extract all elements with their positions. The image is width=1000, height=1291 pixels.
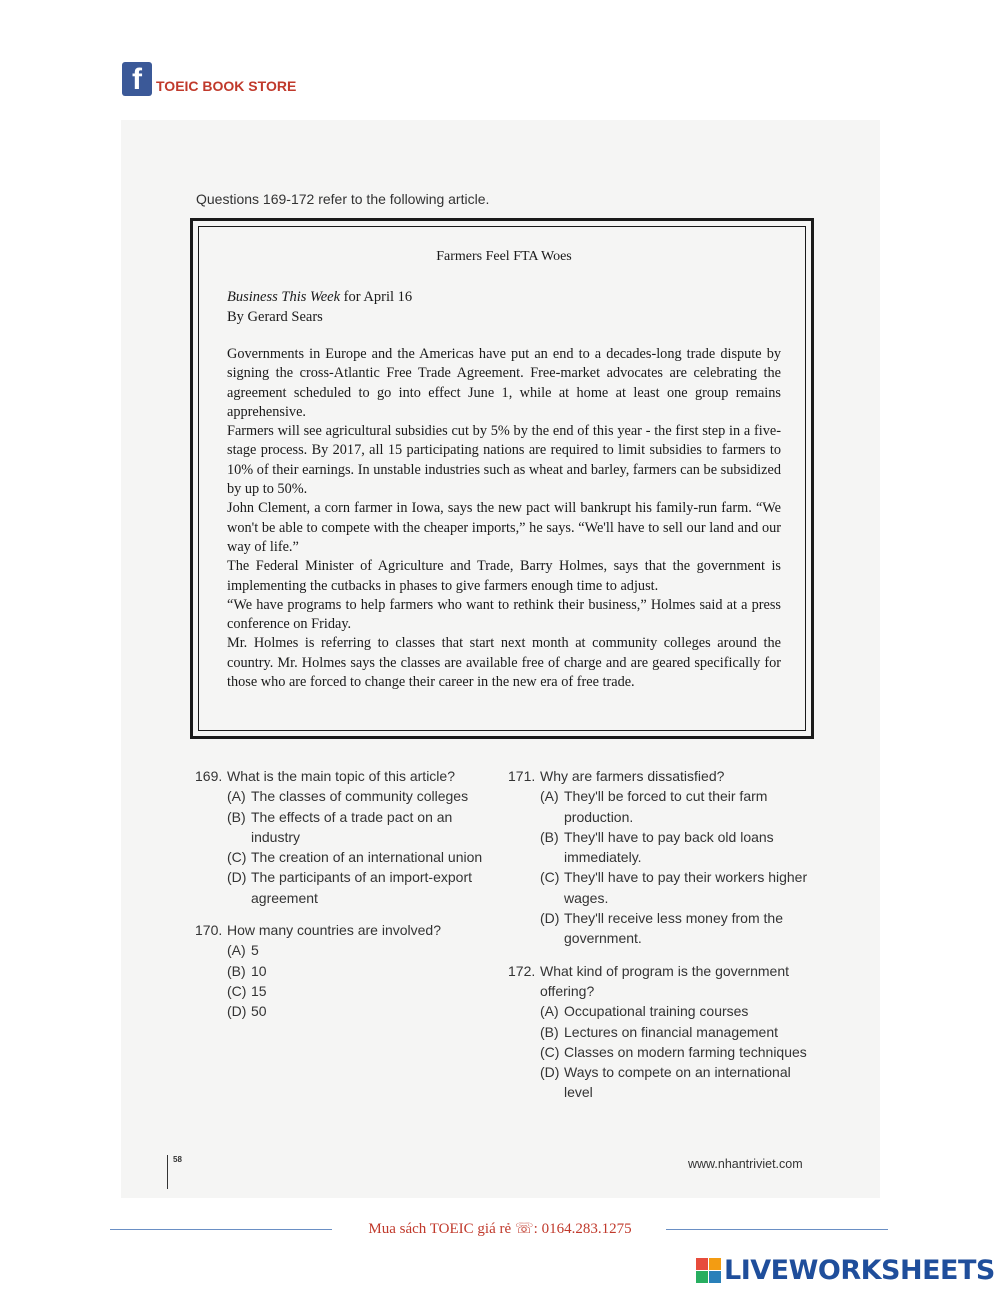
footer-promo: Mua sách TOEIC giá rẻ ☏: 0164.283.1275 [368, 1221, 632, 1237]
article-title: Farmers Feel FTA Woes [436, 249, 572, 264]
article-content [198, 226, 806, 731]
store-title: TOEIC BOOK STORE [156, 78, 297, 94]
question-text: Why are farmers dissatisfied? [540, 768, 725, 784]
article-paragraph: John Clement, a corn farmer in Iowa, says the new pact will bankrupt his family-run farm. “We won't be able to compete with the cheaper imports,” he says. “We'll have to sell our land and our way of life.” [227, 500, 781, 555]
article-paragraph: The Federal Minister of Agriculture and Trade, Barry Holmes, says that the government is implementing the cutbacks in phases to give farmers enough time to adjust. [227, 558, 781, 594]
question-number: 171. [508, 768, 536, 784]
option-a[interactable]: (A) They'll be forced to cut their farm production. [540, 788, 768, 825]
liveworksheets-blocks-icon [696, 1258, 721, 1283]
byline: By Gerard Sears [227, 309, 323, 325]
question-text: What kind of program is the government offering? [540, 962, 790, 999]
liveworksheets-logo[interactable] [696, 1255, 995, 1286]
article-paragraph: Farmers will see agricultural subsidies cut by 5% by the end of this year - the first step in a five-stage process. By 2017, all 15 participating nations are required to limit subsidies to farmers to 10% of their earnings. In unstable industries such as wheat and barley, farmers can be subsidized by up to 50%. [227, 423, 781, 498]
article-box [190, 218, 814, 739]
option-c[interactable]: (C) 15 [227, 982, 267, 999]
option-c[interactable]: (C) Classes on modern farming techniques [540, 1043, 807, 1060]
question-170 [195, 920, 495, 1021]
questions-right-column [508, 766, 808, 1115]
option-b[interactable]: (B) Lectures on financial management [540, 1023, 779, 1040]
questions-left-column [195, 766, 495, 1034]
header [122, 60, 296, 96]
question-171 [508, 766, 808, 949]
liveworksheets-wordmark: LIVEWORKSHEETS [724, 1255, 995, 1286]
publication-name: Business This Week [227, 289, 341, 305]
option-c[interactable]: (C) They'll have to pay their workers higher wages. [540, 869, 808, 906]
footer-divider-right [666, 1229, 888, 1230]
option-d[interactable]: (D) Ways to compete on an international level [540, 1064, 791, 1101]
question-text: What is the main topic of this article? [227, 768, 455, 784]
option-d[interactable]: (D) 50 [227, 1003, 267, 1020]
page-number: 58 [167, 1155, 182, 1189]
option-a[interactable]: (A) The classes of community colleges [227, 788, 469, 805]
publication-line [227, 287, 781, 307]
question-number: 172. [508, 962, 536, 979]
footer-divider-left [110, 1229, 332, 1230]
option-b[interactable]: (B) They'll have to pay back old loans immediately. [540, 828, 774, 866]
article-paragraph: Mr. Holmes is referring to classes that start next month at community colleges around the country. Mr. Holmes says the classes are available free of charge and are geared specifically for those who are forced to change their career in the new era of free trade. [227, 635, 781, 691]
question-number: 170. [195, 922, 223, 939]
option-b[interactable]: (B) 10 [227, 962, 267, 979]
facebook-icon[interactable]: f [122, 62, 152, 96]
article-paragraph: “We have programs to help farmers who want to rethink their business,” Holmes said at a press conference on Friday. [227, 596, 781, 633]
question-number: 169. [195, 768, 223, 784]
questions-intro: Questions 169-172 refer to the following article. [196, 191, 490, 207]
website-url: www.nhantriviet.com [688, 1157, 803, 1171]
option-d[interactable]: (D) They'll receive less money from the government. [540, 910, 783, 947]
option-a[interactable]: (A) Occupational training courses [540, 1003, 749, 1020]
option-d[interactable]: (D) The participants of an import-export agreement [227, 869, 472, 906]
publication-date: for April 16 [340, 289, 413, 305]
question-172 [508, 961, 808, 1103]
option-b[interactable]: (B) The effects of a trade pact on an industry [227, 808, 453, 845]
question-text: How many countries are involved? [227, 922, 441, 939]
article-paragraph: Governments in Europe and the Americas have put an end to a decades-long trade dispute by signing the cross-Atlantic Free Trade Agreement. Free-market advocates are celebrating the agreement scheduled to go into effect June 1, while at home at least one group remains apprehensive. [227, 346, 781, 420]
question-169 [195, 766, 495, 908]
option-a[interactable]: (A) 5 [227, 942, 259, 959]
option-c[interactable]: (C) The creation of an international union [227, 849, 483, 866]
